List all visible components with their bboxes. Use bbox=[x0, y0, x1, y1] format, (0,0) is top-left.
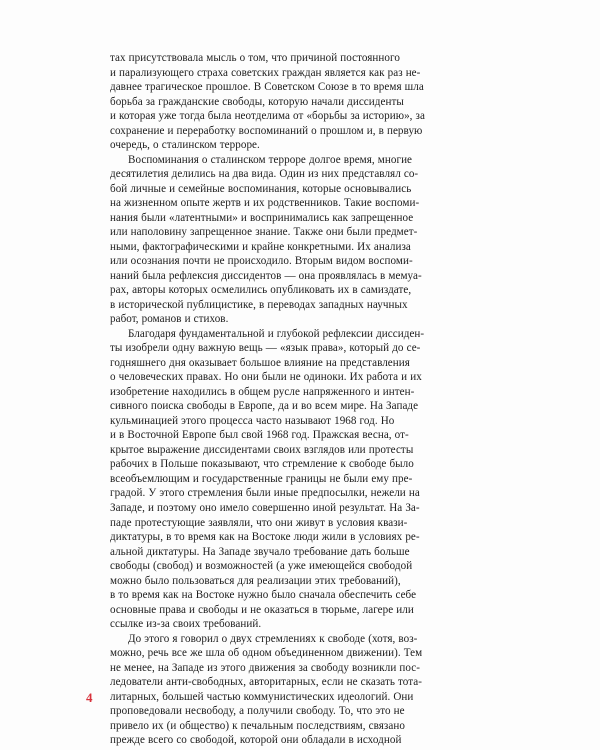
text-line: и в Восточной Европе был свой 1968 год. Пражская весна, от- bbox=[110, 429, 409, 442]
text-line: в исторической публицистике, в переводах западных научных bbox=[110, 298, 408, 311]
text-line: диктатуры, в то время как на Востоке люди жили в условиях ре- bbox=[110, 531, 420, 544]
text-line: давнее трагическое прошлое. В Советском Союзе в то время шла bbox=[110, 81, 424, 94]
text-line: Благодаря фундаментальной и глубокой рефлексии диссиден- bbox=[128, 327, 425, 340]
text-line: свободы (свобод) и возможностей (а уже имеющейся свободой bbox=[110, 560, 413, 573]
text-line: не менее, на Западе из этого движения за свободу возникли пос- bbox=[110, 661, 420, 674]
text-line: литарных, большей частью коммунистических идеологий. Они bbox=[110, 690, 414, 703]
text-line: или наполовину запрещенное знание. Также они были предмет- bbox=[110, 226, 418, 239]
text-line: основные права и свободы и не оказаться в тюрьме, лагере или bbox=[110, 603, 414, 616]
text-line: можно было пользоваться для реализации этих требований), bbox=[110, 574, 401, 587]
text-line: тах присутствовала мысль о том, что причиной постоянного bbox=[110, 52, 400, 64]
text-line: градой. У этого стремления были иные предпосылки, нежели на bbox=[110, 487, 420, 500]
text-line: очередь, о сталинском терроре. bbox=[110, 139, 260, 152]
text-line: ледователи анти-свободных, авторитарных, если не сказать тота- bbox=[110, 676, 423, 689]
text-line: изобретение находились в общем русле напряженного и интен- bbox=[110, 385, 415, 398]
text-line: ты изобрели одну важную вещь — «язык права», который до се- bbox=[110, 342, 421, 355]
text-line: проповедовали несвободу, а получили свободу. То, что это не bbox=[110, 705, 405, 718]
text-line: борьба за гражданские свободы, которую начали диссиденты bbox=[110, 95, 404, 108]
text-line: Воспоминания о сталинском терроре долгое время, многие bbox=[128, 153, 413, 166]
text-line: можно, речь все же шла об одном объединенном движении). Тем bbox=[110, 647, 423, 660]
text-line: бой личные и семейные воспоминания, которые основывались bbox=[110, 182, 412, 195]
text-line: и парализующего страха советских граждан является как раз не- bbox=[110, 66, 421, 79]
text-line: на жизненном опыте жертв и их родственников. Такие воспоми- bbox=[110, 197, 420, 210]
text-line: альной диктатуры. На Западе звучало требование дать больше bbox=[110, 545, 410, 558]
text-line: годняшнего дня оказывает большое влияние на представления bbox=[110, 356, 410, 369]
text-line: кульминацией этого процесса часто называют 1968 год. Но bbox=[110, 414, 395, 427]
text-line: ссылке из-за своих требований. bbox=[110, 618, 262, 631]
paragraph-p4 bbox=[110, 632, 451, 748]
text-line: До этого я говорил о двух стремлениях к свободе (хотя, воз- bbox=[128, 632, 418, 645]
text-line: всеобъемлющим и государственные границы не были ему пре- bbox=[110, 472, 413, 485]
text-line: сохранение и переработку воспоминаний о прошлом и, в первую bbox=[110, 124, 423, 137]
body-text-column bbox=[110, 51, 451, 748]
text-line: крытое выражение диссидентами своих взглядов или протесты bbox=[110, 443, 414, 456]
page-number: 4 bbox=[86, 690, 93, 705]
text-line: ными, фактографическими и крайне конкретными. Их анализа bbox=[110, 240, 411, 253]
text-line: рах, авторы которых осмелились опубликовать их в самиздате, bbox=[110, 284, 412, 297]
text-line: десятилетия делились на два вида. Один из них представлял со- bbox=[110, 168, 419, 181]
paragraph-p2 bbox=[110, 153, 451, 327]
text-line: и которая уже тогда была неотделима от «борьбы за историю», за bbox=[110, 110, 425, 123]
paragraph-p1 bbox=[110, 51, 451, 153]
text-line: прежде всего со свободой, которой они обладали в исходной bbox=[110, 734, 402, 747]
text-line: привело их (и общество) к печальным последствиям, связано bbox=[110, 719, 405, 732]
text-line: паде протестующие заявляли, что они живут в условия квази- bbox=[110, 516, 408, 529]
text-line: нания были «латентными» и воспринимались как запрещенное bbox=[110, 211, 414, 224]
text-line: сивного поиска свободы в Европе, да и во всем мире. На Западе bbox=[110, 400, 419, 413]
text-line: работ, романов и стихов. bbox=[110, 313, 229, 326]
paragraph-p3 bbox=[110, 327, 451, 632]
text-line: в то время как на Востоке нужно было сначала обеспечить себе bbox=[110, 589, 417, 602]
text-line: наний была рефлексия диссидентов — она проявлялась в мемуа- bbox=[110, 269, 422, 282]
text-line: о человеческих правах. Но они были не одиноки. Их работа и их bbox=[110, 371, 422, 384]
text-line: рабочих в Польше показывают, что стремление к свободе было bbox=[110, 458, 414, 471]
text-line: Западе, и поэтому оно имело совершенно иной результат. На За- bbox=[110, 501, 420, 514]
text-line: или осознания почти не происходило. Вторым видом воспоми- bbox=[110, 255, 413, 268]
